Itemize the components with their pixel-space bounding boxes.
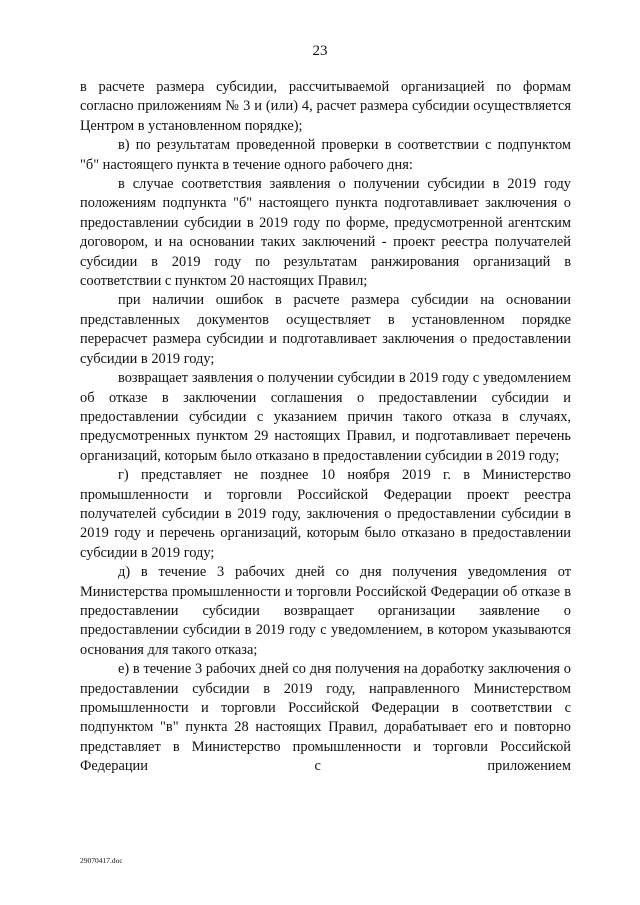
paragraph-return-applications: возвращает заявления о получении субсидии в 2019 году с уведомлением об отказе в заключении соглашения о предоставлении субсидии и предоставлении субсидии с указанием причин такого отказа в случаях, предусмотренных пунктом 29 настоящих Правил, и подготавливает перечень организаций, которым было отказано в предоставлении субсидии в 2019 году; [80,370,571,464]
paragraph-subitem-g: г) представляет не позднее 10 ноября 2019 г. в Министерство промышленности и торговли Российской Федерации проект реестра получателей субсидии в 2019 году, заключения о предоставлении субсидии в 2019 году и перечень организаций, которым было отказано в предоставлении субсидии в 2019 году; [80,467,571,561]
page-number: 23 [312,43,328,59]
document-body [80,78,571,777]
paragraph-compliance-case: в случае соответствия заявления о получении субсидии в 2019 году положениям подпункта "б" настоящего пункта подготавливает заключения о предоставлении субсидии в 2019 году по форме, предусмотренной агентским договором, и на основании таких заключений - проект реестра получателей субсидии в 2019 году по результатам ранжирования организаций в соответствии с пунктом 20 настоящих Правил; [80,176,571,290]
paragraph-errors-case: при наличии ошибок в расчете размера субсидии на основании представленных документов осуществляет в установленном порядке перерасчет размера субсидии и подготавливает заключения о предоставлении субсидии в 2019 году; [80,292,571,367]
footer-file-code: 29070417.doc [80,856,123,865]
paragraph-subitem-e: е) в течение 3 рабочих дней со дня получения на доработку заключения о предоставлении субсидии в 2019 году, направленного Министерством промышленности и торговли Российской Федерации в соответствии с подпунктом "в" пункта 28 настоящих Правил, дорабатывает его и повторно представляет в Министерство промышленности и торговли Российской Федерации с приложением [80,661,571,775]
paragraph-continuation: в расчете размера субсидии, рассчитываемой организацией по формам согласно приложениям № 3 и (или) 4, расчет размера субсидии осуществляется Центром в установленном порядке); [80,79,571,134]
paragraph-subitem-v: в) по результатам проведенной проверки в соответствии с подпунктом "б" настоящего пункта в течение одного рабочего дня: [80,137,571,173]
paragraph-subitem-d: д) в течение 3 рабочих дней со дня получения уведомления от Министерства промышленности и торговли Российской Федерации об отказе в предоставлении субсидии возвращает организации заявление о предоставлении субсидии в 2019 году с уведомлением, в котором указываются основания для такого отказа; [80,564,571,658]
